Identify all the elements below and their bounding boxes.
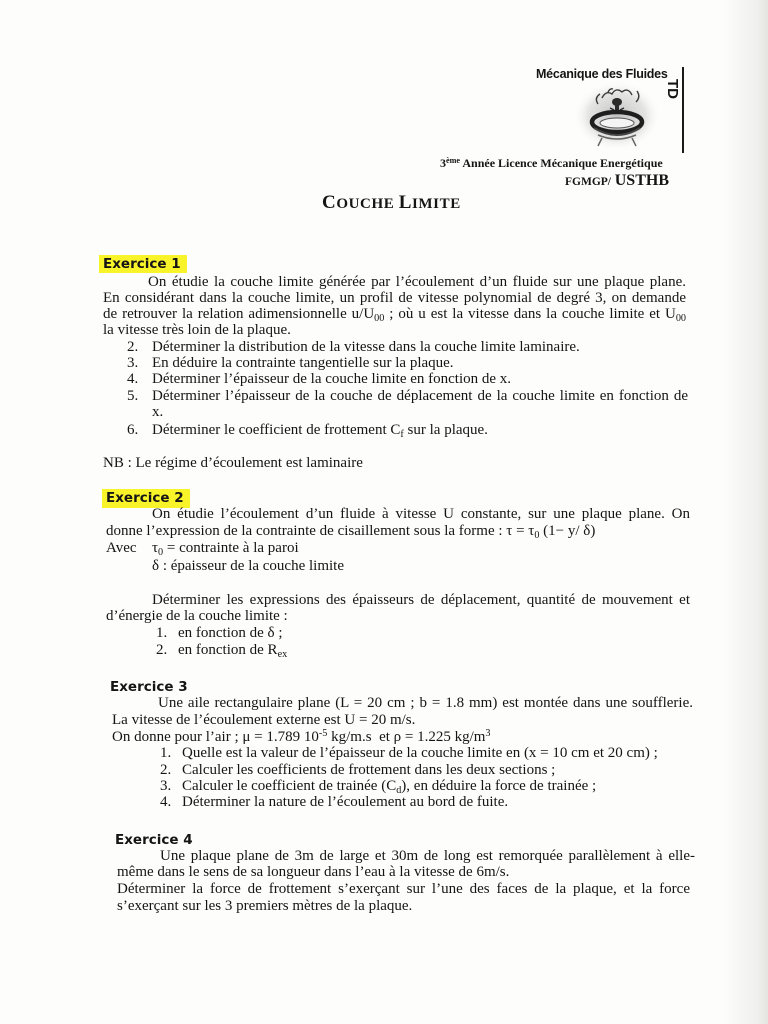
item-text: ), en déduire la force de trainée ;	[401, 778, 597, 794]
list-number: 2.	[127, 339, 139, 355]
list-item: en fonction de δ ;	[178, 625, 283, 641]
list-number: 3.	[127, 355, 139, 371]
exercise-4-heading: Exercice 4	[115, 832, 193, 848]
exercise-2-task-line-2: d’énergie de la couche limite :	[106, 608, 288, 624]
intro-text: ; où u est la vitesse dans la couche limite et U	[384, 306, 676, 322]
td-label: TD	[664, 79, 681, 99]
list-number: 2.	[160, 762, 172, 778]
title-initial: C	[322, 192, 337, 213]
list-number: 2.	[156, 642, 168, 658]
exercise-1-intro-line-2: En considérant dans la couche limite, un profil de vitesse polynomial de degré 3, on demande	[103, 290, 686, 306]
exercise-3-line-1: Une aile rectangulaire plane (L = 20 cm ; b = 1.8 mm) est montée dans une soufflerie.	[158, 695, 693, 711]
given-text: On donne pour l’air ; μ = 1.789 10	[112, 729, 319, 745]
list-item	[178, 642, 287, 659]
title-rest: OUCHE	[336, 196, 395, 212]
exercise-2-heading: Exercice 2	[106, 490, 184, 506]
definition-tau0	[152, 540, 299, 557]
list-number: 6.	[127, 422, 139, 438]
exercise-3-heading: Exercice 3	[110, 679, 188, 695]
faculty-name: FGMGP/	[565, 176, 611, 188]
list-item-continuation: x.	[152, 404, 164, 420]
list-number: 1.	[156, 625, 168, 641]
page-title	[322, 193, 461, 214]
list-item: Déterminer l’épaisseur de la couche limite en fonction de x.	[152, 371, 512, 387]
list-item: Déterminer la distribution de la vitesse dans la couche limite laminaire.	[152, 339, 580, 355]
subscript: d	[396, 785, 402, 797]
course-title: Mécanique des Fluides	[536, 67, 668, 81]
title-rest: IMITE	[411, 196, 461, 212]
subscript: 00	[675, 313, 686, 325]
fluid-mechanics-logo	[572, 80, 662, 152]
year-number: 3	[440, 156, 446, 170]
exercise-4-line-1: Une plaque plane de 3m de large et 30m de long est remorquée parallèlement à elle-	[160, 848, 695, 864]
year-suffix: ème	[446, 156, 461, 166]
item-text: en fonction de R	[178, 642, 278, 658]
exercise-4-line-2: même dans le sens de sa longueur dans l’eau à la vitesse de 6m/s.	[117, 864, 510, 880]
given-text: kg/m.s et ρ = 1.225 kg/m	[327, 729, 486, 745]
exercise-1-heading: Exercice 1	[103, 256, 181, 272]
intro-text: donne l’expression de la contrainte de cisaillement sous la forme : τ = τ	[106, 523, 535, 539]
definition-delta: δ : épaisseur de la couche limite	[152, 558, 344, 574]
exercise-2-intro-line-1: On étudie l’écoulement d’un fluide à vitesse U constante, sur une plaque plane. On	[152, 506, 690, 522]
superscript: -5	[318, 728, 328, 740]
intro-text: (1− y/ δ)	[539, 523, 596, 539]
header-divider	[682, 67, 684, 153]
title-initial: L	[398, 192, 412, 213]
list-number: 3.	[160, 778, 172, 794]
logo-shading	[573, 81, 661, 151]
university-name: USTHB	[614, 172, 669, 189]
exercise-2-task-line-1: Déterminer les expressions des épaisseurs de déplacement, quantité de mouvement et	[152, 592, 690, 608]
list-number: 5.	[127, 388, 139, 404]
list-item: Calculer les coefficients de frottement dans les deux sections ;	[182, 762, 556, 778]
definition-text: = contrainte à la paroi	[163, 540, 299, 556]
item-text: Déterminer le coefficient de frottement C	[152, 422, 401, 438]
exercise-4-line-4: s’exerçant sur les 3 premiers mètres de la plaque.	[117, 898, 413, 914]
subscript: 0	[534, 530, 540, 542]
list-item	[152, 422, 488, 439]
list-number: 4.	[127, 371, 139, 387]
superscript: 3	[485, 728, 491, 740]
where-label: Avec	[106, 540, 137, 556]
subscript: ex	[277, 649, 288, 661]
subscript: 00	[374, 313, 385, 325]
exercise-1-note: NB : Le régime d’écoulement est laminaire	[103, 455, 363, 471]
item-text: Calculer le coefficient de trainée (C	[182, 778, 397, 794]
exercise-1-intro-line-4: la vitesse très loin de la plaque.	[103, 322, 291, 338]
exercise-2-intro-line-2	[106, 523, 595, 540]
exercise-1-intro-line-3	[103, 306, 686, 323]
exercise-4-line-3: Déterminer la force de frottement s’exerçant sur l’une des faces de la plaque, et la force	[117, 881, 690, 897]
exercise-1-intro-line-1: On étudie la couche limite générée par l’écoulement d’un fluide sur une plaque plane.	[148, 274, 686, 290]
list-item: En déduire la contrainte tangentielle sur la plaque.	[152, 355, 454, 371]
program-name: Année Licence Mécanique Energétique	[462, 156, 663, 170]
year-program	[440, 156, 663, 171]
exercise-3-line-2: La vitesse de l’écoulement externe est U = 20 m/s.	[112, 712, 416, 728]
list-item	[182, 778, 596, 795]
item-text: sur la plaque.	[403, 422, 488, 438]
list-number: 4.	[160, 794, 172, 810]
institution	[565, 172, 669, 191]
symbol: τ	[152, 540, 159, 556]
list-item: Déterminer la nature de l’écoulement au bord de fuite.	[182, 794, 509, 810]
subscript: 0	[158, 547, 164, 559]
list-number: 1.	[160, 745, 172, 761]
exercise-3-line-3	[112, 729, 491, 746]
subscript: f	[400, 429, 404, 441]
intro-text: de retrouver la relation adimensionnelle u/U	[103, 306, 375, 322]
list-item: Déterminer l’épaisseur de la couche de déplacement de la couche limite en fonction de	[152, 388, 688, 404]
list-item: Quelle est la valeur de l’épaisseur de la couche limite en (x = 10 cm et 20 cm) ;	[182, 745, 658, 761]
